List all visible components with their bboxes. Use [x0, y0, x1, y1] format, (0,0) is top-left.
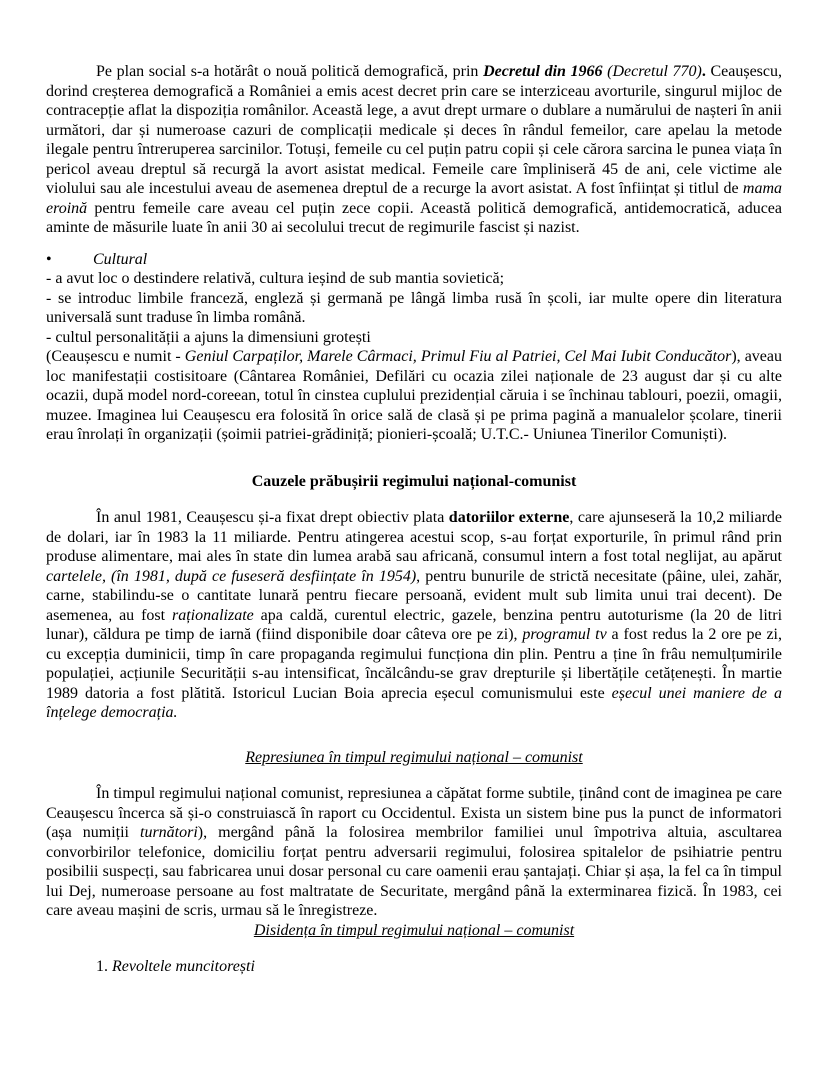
text-run: apa caldă, curentul electric, gazele, benzina pentru autoturisme (la 20 de litri lunar), căldura pe timp de iarnă (fiind disponibile doar câteva ore pe zi),: [46, 606, 783, 643]
text-run: 1.: [96, 958, 112, 975]
item-workers-revolts: [46, 957, 782, 977]
text-run: ), mergând până la folosirea membrilor familiei unul împotriva altuia, ascultarea convorbirilor telefonice, domiciliu forțat pentru adversarii regimului, folosirea spitalelor de psihiatrie pentru posibilii suspecți, sau fabricarea unui dosar personal cu care oamenii erau șantajați. Chiar și așa, la fel ca în timpul lui Dej, numeroase persoane au fost maltratate de Securitate, mergând până la exterminarea fizică. În 1983, cei care aveau mașini de scris, urmau să le înregistreze.: [46, 824, 783, 919]
text-run: , care ajunseseră la 10,2 miliarde de dolari, iar în 1983 la 11 miliarde. Pentru atingerea acestui scop, s-au forțat exporturile, în primul rând prin produse alimentare, mai ales în state din lumea arabă sau africană, consumul intern a fost total neglijat, au apărut: [46, 509, 783, 565]
text-run: eșecul unei maniere de a înțelege democrația.: [46, 684, 782, 721]
text-run: datoriilor externe: [448, 509, 570, 526]
text-run: Revoltele muncitorești: [112, 958, 255, 975]
text-run: - cultul personalității a ajuns la dimensiuni grotești: [46, 328, 371, 346]
text-run: (Decretul 770): [607, 63, 702, 80]
text-run: în 1981, după ce fuseseră desființate în 1954): [116, 567, 417, 585]
text-run: Cauzele prăbușirii regimului național-comunist: [251, 472, 577, 490]
text-run: - se introduc limbile franceză, engleză și germană pe lângă limba rusă în școli, iar multe opere din literatura universală sunt traduse în limba română.: [46, 289, 782, 326]
paragraph-external-debt: [46, 508, 782, 723]
text-run: (Ceaușescu e numit -: [46, 348, 185, 365]
line-cultural-relaxation: [46, 269, 782, 289]
text-run: cartelele, (: [46, 567, 117, 585]
text-run: În timpul regimului național comunist, represiunea a căpătat forme subtile, ținând cont de imaginea pe care Ceaușescu încerca să și-o construiască în raport cu Occidentul. Exista un sistem bine pus la punct de informatori (așa numiții: [46, 785, 782, 841]
paragraph-repression: [46, 784, 782, 921]
heading-causes-collapse: [46, 472, 782, 492]
text-run: Disidența în timpul regimului național – comunist: [253, 921, 575, 939]
bullet-cultural: [46, 250, 782, 270]
text-run: În anul 1981, Ceaușescu și-a fixat drept obiectiv plata: [96, 509, 449, 526]
line-cult-of-personality: [46, 328, 782, 348]
paragraph-ceausescu-titles: [46, 347, 782, 445]
line-cultural-languages: [46, 289, 782, 328]
text-run: Ceaușescu, dorind creșterea demografică a României a emis acest decret prin care se interziceau avorturile, singurul mijloc de contracepție aflat la dispoziția românilor. Această lege, a avut drept urmare o dublare a numărului de nașteri în anii următori, dar și numeroase cazuri de complicații medicale și deces în rândul femeilor, care apelau la metode ilegale pentru întreruperea sarcinilor. Totuși, femeile cu cel puțin patru copii și cele cărora sarcina le punea viața în pericol aveau dreptul să recurgă la avort asistat medical. Femeile care împliniseră 45 de ani, cele victime ale violului sau ale incestului aveau de asemenea dreptul de a recurge la avort asistat. A fost înființat și titlul de: [46, 63, 783, 197]
text-run: mama eroină: [46, 180, 782, 217]
document-content: [46, 62, 782, 977]
text-run: raționalizate: [171, 606, 254, 624]
text-run: - a avut loc o destindere relativă, cultura ieșind de sub mantia sovietică;: [46, 270, 505, 287]
text-run: programul tv: [522, 626, 607, 643]
heading-dissidence: [46, 921, 782, 941]
text-run: Pe plan social s-a hotărât o nouă politică demografică, prin: [96, 63, 484, 80]
text-run: , pentru bunurile de strictă necesitate (pâine, ulei, zahăr, carne, stabilindu-se o cantitate lunară pentru fiecare persoană, evident mult sub limita unui trai decent). De asemenea, au fost: [46, 567, 783, 624]
bullet-icon: •: [46, 250, 52, 268]
text-run: a fost redus la 2 ore pe zi, cu excepția duminicii, timp în care propaganda regimului funcționa din plin. Pentru a ține în frâu nemulțumirile populației, acțiunile Securității s-au intensificat, încălcându-se grav drepturile și libertățile cetățenești. În martie 1989 datoria a fost plătită. Istoricul Lucian Boia aprecia eșecul comunismului este: [46, 626, 783, 702]
heading-repression: [46, 748, 782, 768]
text-run: .: [701, 63, 706, 80]
text-run: Cultural: [93, 250, 148, 268]
text-run: Geniul Carpaților, Marele Cârmaci, Primul Fiu al Patriei, Cel Mai Iubit Conducător: [184, 348, 732, 365]
paragraph-decree-1966: [46, 62, 782, 238]
text-run: pentru femeile care aveau cel puțin zece copii. Această politică demografică, antidemocratică, aducea aminte de măsurile luate în anii 30 ai secolului trecut de regimurile fascist și nazist.: [46, 199, 782, 236]
text-run: ), aveau loc manifestații costisitoare (Cântarea României, Defilări cu ocazia zilei naționale de 23 august dar și cu alte ocazii, după model nord-coreean, totul în cinstea cuplului prezidențial căruia i se închinau tablouri, poezii, omagii, muzee. Imaginea lui Ceaușescu era folosită în orice sală de clasă și pe prima pagină a manualelor școlare, tinerii erau înrolați în organizații (șoimii patriei-grădiniță; pionieri-școală; U.T.C.- Uniunea Tinerilor Comuniști).: [46, 348, 783, 443]
text-run: Represiunea în timpul regimului național – comunist: [245, 748, 583, 766]
text-run: Decretul din 1966: [483, 63, 608, 80]
text-run: turnători: [140, 824, 198, 841]
